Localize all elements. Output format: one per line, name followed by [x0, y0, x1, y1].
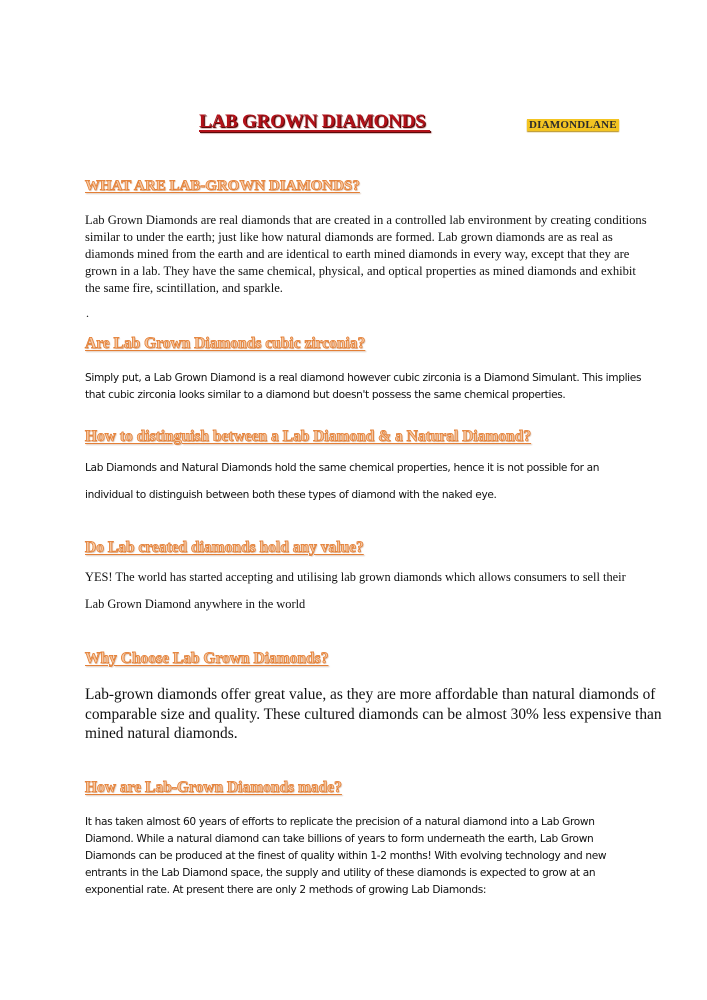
body-line: diamonds mined from the earth and are identical to earth mined diamonds in every way, except that they are: [85, 247, 630, 261]
section-heading-value: Do Lab created diamonds hold any value?: [85, 539, 364, 556]
body-line: Diamond. While a natural diamond can take billions of years to form underneath the earth, Lab Grown: [85, 833, 594, 845]
section-heading-cubic-zirconia: Are Lab Grown Diamonds cubic zirconia?: [85, 335, 366, 352]
body-line: similar to under the earth; just like how natural diamonds are formed. Lab grown diamonds are as real as: [85, 230, 613, 244]
section-body-how-made: [85, 814, 625, 899]
body-line: entrants in the Lab Diamond space, the supply and utility of these diamonds is expected to grow at an: [85, 867, 596, 879]
body-line: the same fire, scintillation, and sparkle.: [85, 281, 283, 295]
body-line: Lab Diamonds and Natural Diamonds hold the same chemical properties, hence it is not possible for an: [85, 462, 600, 474]
section-body-why-choose: [85, 685, 662, 744]
body-line: Lab Grown Diamond anywhere in the world: [85, 597, 306, 611]
body-line: YES! The world has started accepting and utilising lab grown diamonds which allows consumers to sell their: [85, 570, 626, 584]
section-heading-how-made: How are Lab-Grown Diamonds made?: [85, 779, 342, 796]
body-line: grown in a lab. They have the same chemical, physical, and optical properties as mined diamonds and exhibit: [85, 264, 636, 278]
body-line: comparable size and quality. These cultured diamonds can be almost 30% less expensive than: [85, 705, 662, 723]
section-heading-distinguish: How to distinguish between a Lab Diamond & a Natural Diamond?: [85, 428, 532, 445]
section-heading-why-choose: Why Choose Lab Grown Diamonds?: [85, 650, 329, 667]
body-line: mined natural diamonds.: [85, 725, 238, 742]
body-line: Simply put, a Lab Grown Diamond is a real diamond however cubic zirconia is a Diamond Simulant. This implies: [85, 372, 642, 384]
stray-period: .: [86, 306, 89, 320]
section-body-cubic-zirconia: [85, 370, 642, 404]
body-line: It has taken almost 60 years of efforts to replicate the precision of a natural diamond into a Lab Grown: [85, 816, 595, 828]
body-line: that cubic zirconia looks similar to a diamond but doesn't possess the same chemical properties.: [85, 389, 566, 401]
section-body-value: [85, 564, 625, 618]
section-body-what-are: [85, 212, 647, 297]
body-line: exponential rate. At present there are only 2 methods of growing Lab Diamonds:: [85, 884, 487, 896]
body-line: Lab Grown Diamonds are real diamonds that are created in a controlled lab environment by creating conditions: [85, 213, 647, 227]
body-line: Lab-grown diamonds offer great value, as they are more affordable than natural diamonds of: [85, 686, 656, 703]
section-body-distinguish: [85, 455, 625, 509]
body-line: individual to distinguish between both these types of diamond with the naked eye.: [85, 489, 497, 501]
page-title: LAB GROWN DIAMONDS: [199, 111, 431, 132]
section-heading-what-are: WHAT ARE LAB-GROWN DIAMONDS?: [85, 178, 360, 194]
body-line: Diamonds can be produced at the finest of quality within 1-2 months! With evolving technology and new: [85, 850, 607, 862]
brand-logo: DIAMONDLANE: [529, 119, 617, 131]
